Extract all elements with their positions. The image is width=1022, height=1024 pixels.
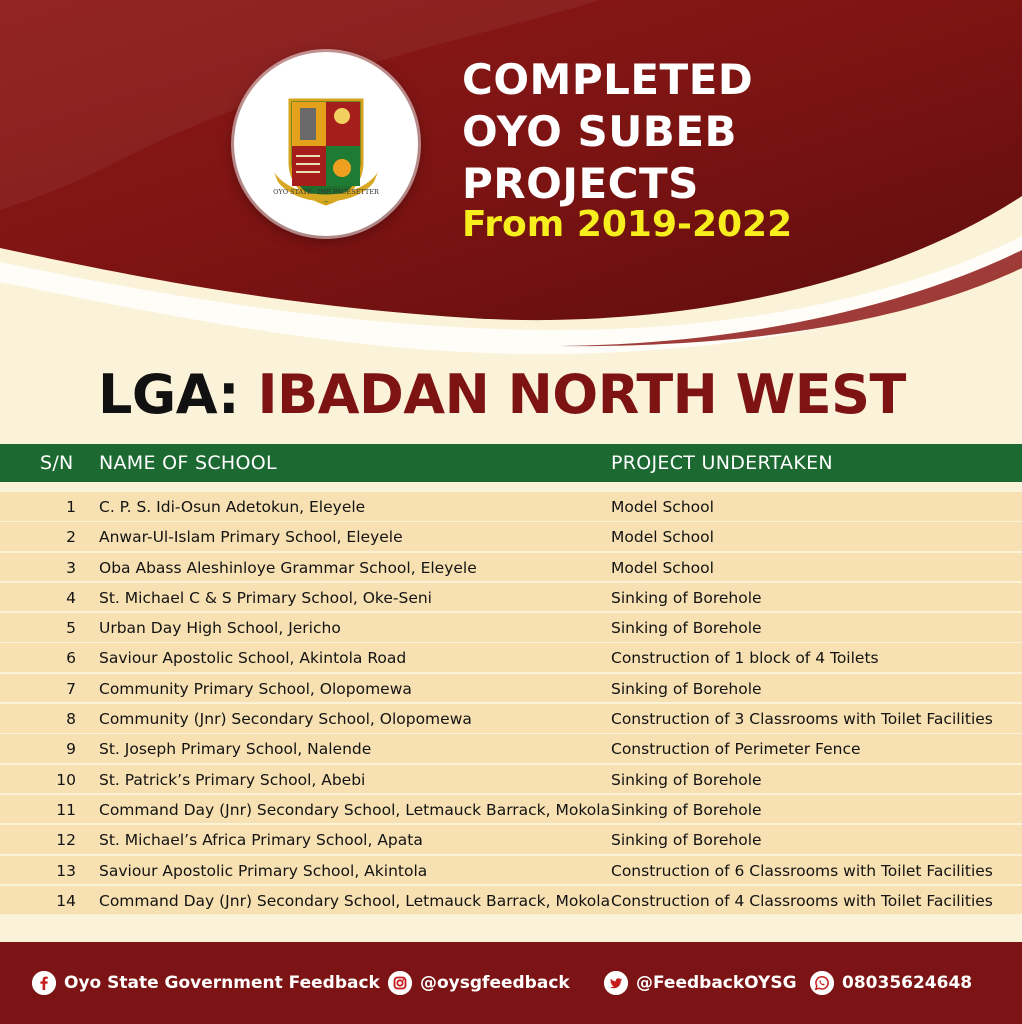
table-row [0, 553, 1022, 582]
row-school: Saviour Apostolic School, Akintola Road [99, 649, 407, 668]
row-sn: 11 [56, 800, 76, 819]
column-header-school: NAME OF SCHOOL [99, 452, 277, 474]
table-row [0, 522, 1022, 551]
twitter-label: @FeedbackOYSG [636, 973, 797, 993]
row-project: Model School [611, 498, 714, 516]
table-row [0, 734, 1022, 763]
row-school: Urban Day High School, Jericho [99, 619, 341, 638]
twitter-icon [604, 971, 628, 995]
row-project: Construction of 4 Classrooms with Toilet Facilities [611, 891, 993, 910]
row-project: Sinking of Borehole [611, 770, 762, 789]
row-project: Model School [611, 558, 714, 577]
lga-heading [98, 362, 906, 428]
row-project: Sinking of Borehole [611, 588, 762, 607]
instagram-label: @oysgfeedback [420, 973, 570, 993]
footer [0, 942, 1022, 1024]
table-row [0, 674, 1022, 703]
row-school: Community Primary School, Olopomewa [99, 679, 412, 698]
header-title [462, 54, 862, 210]
row-sn: 6 [66, 649, 76, 668]
row-school: Oba Abass Aleshinloye Grammar School, Eleyele [99, 558, 477, 577]
row-sn: 4 [66, 588, 76, 607]
row-sn: 14 [56, 891, 76, 910]
row-school: St. Michael’s Africa Primary School, Apata [99, 831, 423, 850]
column-header-sn: S/N [40, 452, 74, 474]
header-subtitle: From 2019-2022 [462, 204, 793, 245]
row-sn: 8 [66, 710, 76, 729]
row-school: St. Patrick’s Primary School, Abebi [99, 770, 366, 789]
row-project: Sinking of Borehole [611, 619, 762, 638]
row-sn: 10 [56, 770, 76, 789]
row-school: Command Day (Jnr) Secondary School, Letmauck Barrack, Mokola [99, 891, 611, 910]
row-school: Command Day (Jnr) Secondary School, Letmauck Barrack, Mokola [99, 800, 611, 819]
oyo-state-logo [234, 52, 418, 236]
row-project: Model School [611, 528, 714, 547]
row-project: Construction of 6 Classrooms with Toilet Facilities [611, 861, 993, 880]
row-project: Sinking of Borehole [611, 679, 762, 698]
twitter-link[interactable] [604, 968, 797, 998]
row-sn: 1 [66, 498, 76, 516]
row-school: St. Joseph Primary School, Nalende [99, 740, 372, 759]
row-sn: 13 [56, 861, 76, 880]
table-row [0, 583, 1022, 612]
row-school: Saviour Apostolic Primary School, Akintola [99, 861, 428, 880]
table-header [0, 444, 1022, 482]
table-row [0, 613, 1022, 642]
title-line: OYO SUBEB [462, 107, 738, 156]
whatsapp-label: 08035624648 [842, 973, 973, 993]
row-school: Anwar-Ul-Islam Primary School, Eleyele [99, 528, 403, 547]
table-row [0, 492, 1022, 521]
row-project: Construction of 1 block of 4 Toilets [611, 649, 879, 668]
row-project: Sinking of Borehole [611, 831, 762, 850]
row-sn: 7 [66, 679, 76, 698]
row-school: C. P. S. Idi-Osun Adetokun, Eleyele [99, 498, 366, 516]
table-body [0, 492, 1022, 916]
row-sn: 12 [56, 831, 76, 850]
column-header-project: PROJECT UNDERTAKEN [611, 452, 833, 474]
table-row [0, 886, 1022, 915]
table-row [0, 643, 1022, 672]
table-row [0, 795, 1022, 824]
row-project: Construction of Perimeter Fence [611, 740, 861, 759]
table-row [0, 856, 1022, 885]
row-sn: 2 [66, 528, 76, 547]
facebook-link[interactable] [32, 968, 380, 998]
facebook-label: Oyo State Government Feedback [64, 973, 380, 993]
row-sn: 9 [66, 740, 76, 759]
logo-motto: OYO STATE: THE PACESETTER [273, 188, 379, 196]
title-line: PROJECTS [462, 159, 699, 208]
instagram-link[interactable] [388, 968, 570, 998]
table-row [0, 704, 1022, 733]
row-sn: 5 [66, 619, 76, 638]
lga-name: IBADAN NORTH WEST [257, 363, 906, 426]
lga-prefix: LGA: [98, 363, 240, 426]
row-project: Construction of 3 Classrooms with Toilet Facilities [611, 710, 993, 729]
row-project: Sinking of Borehole [611, 800, 762, 819]
coat-of-arms-icon [234, 52, 418, 236]
facebook-icon [32, 971, 56, 995]
row-sn: 3 [66, 558, 76, 577]
table-row [0, 825, 1022, 854]
title-line: COMPLETED [462, 55, 754, 104]
table-row [0, 765, 1022, 794]
row-school: St. Michael C & S Primary School, Oke-Seni [99, 588, 432, 607]
whatsapp-icon [810, 971, 834, 995]
instagram-icon [388, 971, 412, 995]
row-school: Community (Jnr) Secondary School, Olopomewa [99, 710, 472, 729]
whatsapp-link[interactable] [810, 968, 972, 998]
